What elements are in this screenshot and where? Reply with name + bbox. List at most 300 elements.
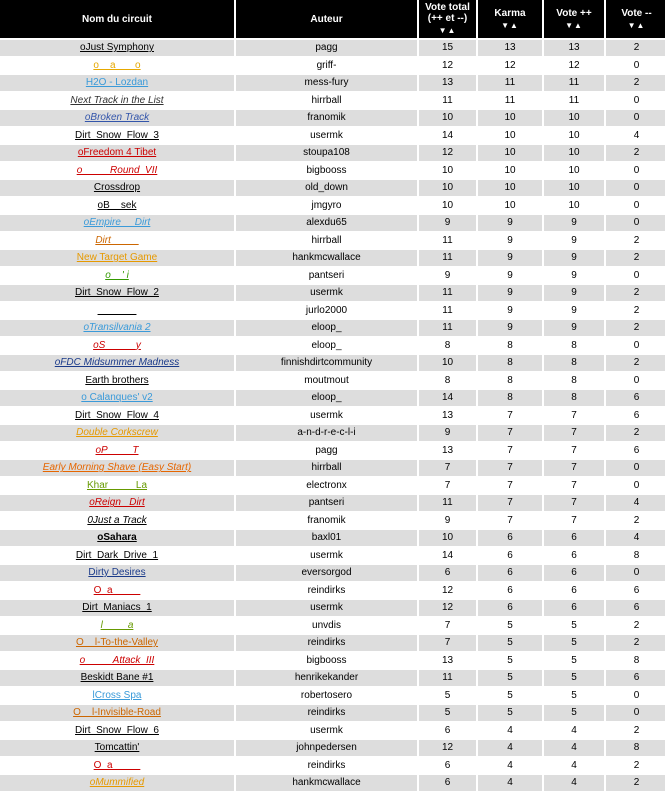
author-cell: eloop_ bbox=[236, 338, 417, 354]
vote-plus-cell: 4 bbox=[544, 758, 604, 774]
vote-plus-cell: 7 bbox=[544, 495, 604, 511]
circuit-name-link[interactable]: oReign Dirt bbox=[89, 497, 145, 509]
vote-plus-cell: 4 bbox=[544, 740, 604, 756]
author-cell: reindirks bbox=[236, 758, 417, 774]
circuit-name-link[interactable]: oMummified bbox=[89, 777, 145, 789]
total-votes-cell: 12 bbox=[419, 58, 476, 74]
total-votes-cell: 7 bbox=[419, 635, 476, 651]
total-votes-cell: 11 bbox=[419, 495, 476, 511]
circuit-name-cell bbox=[0, 75, 234, 91]
author-cell: hankmcwallace bbox=[236, 775, 417, 791]
vote-minus-cell: 2 bbox=[606, 285, 665, 301]
author-cell: eloop_ bbox=[236, 390, 417, 406]
circuit-name-cell bbox=[0, 723, 234, 739]
vote-minus-cell: 4 bbox=[606, 128, 665, 144]
table-header-row bbox=[0, 0, 665, 38]
author-cell: henrikekander bbox=[236, 670, 417, 686]
table-row bbox=[0, 635, 665, 651]
total-votes-cell: 11 bbox=[419, 320, 476, 336]
karma-cell: 5 bbox=[478, 670, 542, 686]
karma-cell: 6 bbox=[478, 583, 542, 599]
total-votes-cell: 11 bbox=[419, 303, 476, 319]
circuit-name-link[interactable]: oTransilvania 2 bbox=[83, 322, 151, 334]
karma-cell: 8 bbox=[478, 373, 542, 389]
total-votes-cell: 7 bbox=[419, 478, 476, 494]
karma-cell: 7 bbox=[478, 478, 542, 494]
vote-plus-cell: 4 bbox=[544, 775, 604, 791]
circuit-name-cell bbox=[0, 110, 234, 126]
circuit-name-cell bbox=[0, 670, 234, 686]
total-votes-cell: 10 bbox=[419, 355, 476, 371]
karma-cell: 8 bbox=[478, 338, 542, 354]
circuit-name-cell bbox=[0, 688, 234, 704]
karma-cell: 5 bbox=[478, 705, 542, 721]
vote-minus-cell: 6 bbox=[606, 443, 665, 459]
karma-cell: 10 bbox=[478, 128, 542, 144]
author-cell: eversorgod bbox=[236, 565, 417, 581]
vote-minus-cell: 0 bbox=[606, 163, 665, 179]
circuit-name-link[interactable]: O l-Invisible-Road bbox=[73, 707, 161, 719]
circuit-name-cell bbox=[0, 653, 234, 669]
circuit-name-link[interactable]: Earth brothers bbox=[85, 374, 149, 386]
circuit-name-link[interactable]: Early Morning Shave (Easy Start) bbox=[42, 462, 192, 474]
author-cell: usermk bbox=[236, 548, 417, 564]
vote-plus-cell: 7 bbox=[544, 478, 604, 494]
vote-plus-cell: 6 bbox=[544, 583, 604, 599]
circuit-name-link[interactable]: O a bbox=[93, 584, 141, 596]
author-cell: reindirks bbox=[236, 705, 417, 721]
karma-cell: 6 bbox=[478, 565, 542, 581]
karma-cell: 9 bbox=[478, 215, 542, 231]
circuit-name-link[interactable]: oP T bbox=[95, 444, 139, 456]
table-row bbox=[0, 478, 665, 494]
author-cell: hirrball bbox=[236, 93, 417, 109]
vote-minus-cell: 2 bbox=[606, 320, 665, 336]
circuit-name-link[interactable]: Dirt Dark Drive 1 bbox=[75, 549, 159, 561]
circuit-name-cell bbox=[0, 635, 234, 651]
total-votes-cell: 15 bbox=[419, 40, 476, 56]
circuit-name-link[interactable]: oFreedom 4 Tibet bbox=[77, 147, 157, 159]
vote-minus-cell: 8 bbox=[606, 653, 665, 669]
table-row bbox=[0, 460, 665, 476]
header-minus-label: Vote -- bbox=[621, 7, 652, 19]
total-votes-cell: 10 bbox=[419, 110, 476, 126]
vote-plus-cell: 9 bbox=[544, 320, 604, 336]
circuit-name-cell bbox=[0, 775, 234, 791]
author-cell: finnishdirtcommunity bbox=[236, 355, 417, 371]
total-votes-cell: 11 bbox=[419, 250, 476, 266]
author-cell: unvdis bbox=[236, 618, 417, 634]
karma-cell: 7 bbox=[478, 443, 542, 459]
vote-minus-cell: 0 bbox=[606, 460, 665, 476]
vote-minus-cell: 4 bbox=[606, 495, 665, 511]
circuit-name-link[interactable]: l a bbox=[100, 619, 134, 631]
circuit-name-link[interactable]: oB sek bbox=[97, 199, 137, 211]
author-cell: reindirks bbox=[236, 635, 417, 651]
author-cell: mess-fury bbox=[236, 75, 417, 91]
table-row bbox=[0, 93, 665, 109]
vote-minus-cell: 2 bbox=[606, 775, 665, 791]
circuit-name-link[interactable] bbox=[98, 305, 137, 316]
total-votes-cell: 7 bbox=[419, 618, 476, 634]
karma-cell: 11 bbox=[478, 75, 542, 91]
vote-minus-cell: 6 bbox=[606, 390, 665, 406]
vote-minus-cell: 2 bbox=[606, 635, 665, 651]
author-cell: bigbooss bbox=[236, 653, 417, 669]
total-votes-cell: 13 bbox=[419, 443, 476, 459]
circuit-name-cell bbox=[0, 705, 234, 721]
circuit-name-cell bbox=[0, 198, 234, 214]
table-row bbox=[0, 740, 665, 756]
vote-minus-cell: 2 bbox=[606, 75, 665, 91]
table-row bbox=[0, 390, 665, 406]
author-cell: old_down bbox=[236, 180, 417, 196]
vote-plus-cell: 7 bbox=[544, 460, 604, 476]
circuit-name-cell bbox=[0, 548, 234, 564]
circuit-name-cell bbox=[0, 58, 234, 74]
total-votes-cell: 11 bbox=[419, 233, 476, 249]
vote-minus-cell: 2 bbox=[606, 425, 665, 441]
karma-cell: 10 bbox=[478, 180, 542, 196]
vote-minus-cell: 6 bbox=[606, 600, 665, 616]
header-plus-label: Vote ++ bbox=[556, 7, 592, 19]
author-cell: bigbooss bbox=[236, 163, 417, 179]
vote-plus-cell: 5 bbox=[544, 670, 604, 686]
circuit-name-link[interactable]: Dirt Snow Flow 6 bbox=[75, 724, 159, 736]
circuit-name-link[interactable]: o Calanques' v2 bbox=[81, 392, 153, 404]
circuit-name-cell bbox=[0, 40, 234, 56]
total-votes-cell: 6 bbox=[419, 775, 476, 791]
circuit-name-link[interactable]: o Attack III bbox=[79, 654, 155, 666]
vote-plus-cell: 7 bbox=[544, 443, 604, 459]
table-row bbox=[0, 355, 665, 371]
total-votes-cell: 10 bbox=[419, 198, 476, 214]
header-karma-label: Karma bbox=[494, 7, 526, 19]
author-cell: usermk bbox=[236, 285, 417, 301]
total-votes-cell: 14 bbox=[419, 128, 476, 144]
karma-cell: 7 bbox=[478, 513, 542, 529]
vote-plus-cell: 12 bbox=[544, 58, 604, 74]
total-votes-cell: 9 bbox=[419, 268, 476, 284]
circuit-name-cell bbox=[0, 180, 234, 196]
karma-cell: 11 bbox=[478, 93, 542, 109]
table-row bbox=[0, 250, 665, 266]
total-votes-cell: 11 bbox=[419, 670, 476, 686]
total-votes-cell: 12 bbox=[419, 583, 476, 599]
header-total-votes bbox=[419, 0, 476, 38]
author-cell: jurlo2000 bbox=[236, 303, 417, 319]
circuit-name-cell bbox=[0, 513, 234, 529]
circuit-name-link[interactable]: Tomcattin' bbox=[94, 742, 140, 754]
author-cell: reindirks bbox=[236, 583, 417, 599]
circuit-name-link[interactable]: O a bbox=[93, 759, 141, 771]
circuit-name-cell bbox=[0, 443, 234, 459]
author-cell: hirrball bbox=[236, 460, 417, 476]
table-row bbox=[0, 285, 665, 301]
circuit-name-cell bbox=[0, 478, 234, 494]
total-votes-cell: 9 bbox=[419, 513, 476, 529]
karma-cell: 10 bbox=[478, 145, 542, 161]
vote-minus-cell: 2 bbox=[606, 145, 665, 161]
vote-plus-cell: 8 bbox=[544, 355, 604, 371]
vote-minus-cell: 0 bbox=[606, 58, 665, 74]
table-row bbox=[0, 408, 665, 424]
circuit-name-cell bbox=[0, 530, 234, 546]
circuit-name-link[interactable]: Dirt Snow Flow 2 bbox=[75, 287, 159, 299]
circuit-name-link[interactable]: Dirt Maniacs 1 bbox=[82, 602, 152, 614]
table-row bbox=[0, 758, 665, 774]
karma-cell: 6 bbox=[478, 548, 542, 564]
table-row bbox=[0, 338, 665, 354]
circuit-name-cell bbox=[0, 408, 234, 424]
vote-minus-cell: 2 bbox=[606, 355, 665, 371]
circuit-name-link[interactable]: Dirt bbox=[95, 234, 139, 246]
table-row bbox=[0, 268, 665, 284]
vote-minus-cell: 0 bbox=[606, 180, 665, 196]
karma-cell: 5 bbox=[478, 653, 542, 669]
total-votes-cell: 10 bbox=[419, 530, 476, 546]
table-row bbox=[0, 618, 665, 634]
circuit-name-cell bbox=[0, 215, 234, 231]
vote-plus-cell: 8 bbox=[544, 338, 604, 354]
circuit-name-link[interactable]: 0Just a Track bbox=[87, 514, 147, 526]
vote-plus-cell: 9 bbox=[544, 215, 604, 231]
vote-plus-cell: 5 bbox=[544, 618, 604, 634]
vote-minus-cell: 0 bbox=[606, 478, 665, 494]
author-cell: usermk bbox=[236, 600, 417, 616]
circuit-name-cell bbox=[0, 145, 234, 161]
table-row bbox=[0, 215, 665, 231]
total-votes-cell: 6 bbox=[419, 565, 476, 581]
circuit-name-link[interactable]: Dirt Snow Flow 4 bbox=[75, 409, 159, 421]
sort-minus-icon[interactable]: ▼▲ bbox=[627, 20, 646, 30]
karma-cell: 8 bbox=[478, 390, 542, 406]
vote-plus-cell: 5 bbox=[544, 635, 604, 651]
table-row bbox=[0, 565, 665, 581]
circuit-name-cell bbox=[0, 355, 234, 371]
vote-minus-cell: 2 bbox=[606, 250, 665, 266]
table-row bbox=[0, 373, 665, 389]
circuit-name-cell bbox=[0, 740, 234, 756]
circuit-name-link[interactable]: O l-To-the-Valley bbox=[75, 637, 159, 649]
vote-minus-cell: 2 bbox=[606, 618, 665, 634]
vote-plus-cell: 9 bbox=[544, 233, 604, 249]
karma-cell: 7 bbox=[478, 425, 542, 441]
author-cell: pagg bbox=[236, 40, 417, 56]
karma-cell: 4 bbox=[478, 723, 542, 739]
vote-minus-cell: 0 bbox=[606, 565, 665, 581]
header-total-label: Vote total bbox=[425, 2, 470, 13]
total-votes-cell: 13 bbox=[419, 653, 476, 669]
author-cell: pantseri bbox=[236, 268, 417, 284]
vote-minus-cell: 2 bbox=[606, 40, 665, 56]
vote-minus-cell: 0 bbox=[606, 198, 665, 214]
table-row bbox=[0, 688, 665, 704]
circuit-name-cell bbox=[0, 93, 234, 109]
circuit-name-link[interactable]: lCross Spa bbox=[92, 689, 142, 701]
total-votes-cell: 10 bbox=[419, 163, 476, 179]
table-row bbox=[0, 128, 665, 144]
author-cell: franomik bbox=[236, 513, 417, 529]
author-cell: robertosero bbox=[236, 688, 417, 704]
header-karma bbox=[478, 0, 542, 38]
table-row bbox=[0, 513, 665, 529]
sort-plus-icon[interactable]: ▼▲ bbox=[565, 20, 583, 30]
table-row bbox=[0, 670, 665, 686]
table-row bbox=[0, 600, 665, 616]
circuit-name-link[interactable]: oJust Symphony bbox=[80, 42, 154, 54]
circuit-name-link[interactable]: Dirt Snow Flow 3 bbox=[75, 129, 159, 141]
karma-cell: 9 bbox=[478, 250, 542, 266]
karma-cell: 9 bbox=[478, 268, 542, 284]
header-author bbox=[236, 0, 417, 38]
vote-minus-cell: 0 bbox=[606, 705, 665, 721]
circuit-name-link[interactable]: H2O - Lozdan bbox=[85, 77, 149, 89]
circuit-name-cell bbox=[0, 338, 234, 354]
author-cell: pantseri bbox=[236, 495, 417, 511]
author-cell: griff- bbox=[236, 58, 417, 74]
karma-cell: 6 bbox=[478, 530, 542, 546]
table-row bbox=[0, 775, 665, 791]
vote-minus-cell: 6 bbox=[606, 583, 665, 599]
vote-plus-cell: 13 bbox=[544, 40, 604, 56]
circuit-name-cell bbox=[0, 320, 234, 336]
karma-cell: 9 bbox=[478, 285, 542, 301]
circuit-name-cell bbox=[0, 460, 234, 476]
circuit-name-link[interactable]: Double Corkscrew bbox=[76, 427, 158, 439]
table-row bbox=[0, 75, 665, 91]
circuit-name-link[interactable]: Khar La bbox=[86, 479, 148, 491]
vote-plus-cell: 9 bbox=[544, 250, 604, 266]
vote-minus-cell: 0 bbox=[606, 688, 665, 704]
karma-cell: 7 bbox=[478, 460, 542, 476]
karma-cell: 8 bbox=[478, 355, 542, 371]
sort-total-icon[interactable]: ▼▲ bbox=[438, 26, 457, 35]
table-row bbox=[0, 443, 665, 459]
vote-plus-cell: 10 bbox=[544, 163, 604, 179]
vote-plus-cell: 10 bbox=[544, 180, 604, 196]
circuit-name-link[interactable]: oS y bbox=[93, 339, 141, 351]
vote-minus-cell: 8 bbox=[606, 548, 665, 564]
karma-cell: 10 bbox=[478, 163, 542, 179]
total-votes-cell: 6 bbox=[419, 758, 476, 774]
vote-minus-cell: 6 bbox=[606, 670, 665, 686]
vote-plus-cell: 5 bbox=[544, 688, 604, 704]
total-votes-cell: 11 bbox=[419, 285, 476, 301]
header-circuit-name-label: Nom du circuit bbox=[81, 13, 152, 25]
table-row bbox=[0, 425, 665, 441]
header-total-sublabel: (++ et --) bbox=[427, 13, 468, 24]
author-cell: baxl01 bbox=[236, 530, 417, 546]
vote-plus-cell: 7 bbox=[544, 408, 604, 424]
author-cell: pagg bbox=[236, 443, 417, 459]
circuit-name-link[interactable]: o Round VII bbox=[76, 164, 158, 176]
header-vote-minus bbox=[606, 0, 665, 38]
total-votes-cell: 14 bbox=[419, 390, 476, 406]
total-votes-cell: 9 bbox=[419, 215, 476, 231]
vote-plus-cell: 7 bbox=[544, 513, 604, 529]
karma-cell: 10 bbox=[478, 198, 542, 214]
circuit-name-link[interactable]: Next Track in the List bbox=[70, 94, 164, 106]
total-votes-cell: 5 bbox=[419, 688, 476, 704]
karma-cell: 10 bbox=[478, 110, 542, 126]
circuit-name-cell bbox=[0, 583, 234, 599]
author-cell: hirrball bbox=[236, 233, 417, 249]
table-row bbox=[0, 180, 665, 196]
total-votes-cell: 12 bbox=[419, 740, 476, 756]
vote-plus-cell: 9 bbox=[544, 303, 604, 319]
table-row bbox=[0, 163, 665, 179]
karma-cell: 9 bbox=[478, 303, 542, 319]
table-row bbox=[0, 583, 665, 599]
karma-cell: 9 bbox=[478, 320, 542, 336]
table-row bbox=[0, 320, 665, 336]
circuit-name-link[interactable]: Crossdrop bbox=[93, 182, 141, 194]
circuit-name-link[interactable]: New Target Game bbox=[76, 252, 158, 264]
circuit-name-cell bbox=[0, 128, 234, 144]
vote-minus-cell: 0 bbox=[606, 338, 665, 354]
author-cell: hankmcwallace bbox=[236, 250, 417, 266]
author-cell: usermk bbox=[236, 723, 417, 739]
author-cell: electronx bbox=[236, 478, 417, 494]
vote-minus-cell: 0 bbox=[606, 93, 665, 109]
table-row bbox=[0, 495, 665, 511]
circuit-name-link[interactable]: oFDC Midsummer Madness bbox=[54, 357, 180, 369]
circuit-name-link[interactable]: oBroken Track bbox=[84, 112, 150, 124]
circuit-name-cell bbox=[0, 600, 234, 616]
table-row bbox=[0, 705, 665, 721]
circuit-name-link[interactable]: Beskidt Bane #1 bbox=[80, 672, 154, 684]
total-votes-cell: 13 bbox=[419, 408, 476, 424]
circuit-name-cell bbox=[0, 250, 234, 266]
circuit-name-link[interactable]: Dirty Desires bbox=[88, 567, 146, 579]
header-circuit-name bbox=[0, 0, 234, 38]
vote-plus-cell: 8 bbox=[544, 373, 604, 389]
table-row bbox=[0, 723, 665, 739]
total-votes-cell: 12 bbox=[419, 600, 476, 616]
vote-plus-cell: 9 bbox=[544, 285, 604, 301]
circuit-name-link[interactable]: oSahara bbox=[97, 532, 137, 544]
vote-minus-cell: 0 bbox=[606, 268, 665, 284]
table-row bbox=[0, 233, 665, 249]
vote-plus-cell: 10 bbox=[544, 128, 604, 144]
circuit-name-link[interactable]: o a o bbox=[93, 59, 141, 71]
circuit-name-cell bbox=[0, 565, 234, 581]
circuit-name-cell bbox=[0, 425, 234, 441]
circuit-name-link[interactable]: o ' i bbox=[105, 269, 129, 281]
karma-cell: 9 bbox=[478, 233, 542, 249]
vote-plus-cell: 10 bbox=[544, 198, 604, 214]
table-row bbox=[0, 198, 665, 214]
vote-plus-cell: 5 bbox=[544, 705, 604, 721]
author-cell: jmgyro bbox=[236, 198, 417, 214]
author-cell: usermk bbox=[236, 128, 417, 144]
table-row bbox=[0, 145, 665, 161]
table-body bbox=[0, 40, 665, 791]
total-votes-cell: 13 bbox=[419, 75, 476, 91]
vote-plus-cell: 6 bbox=[544, 600, 604, 616]
karma-cell: 4 bbox=[478, 758, 542, 774]
author-cell: a-n-d-r-e-c-l-i bbox=[236, 425, 417, 441]
total-votes-cell: 11 bbox=[419, 93, 476, 109]
sort-karma-icon[interactable]: ▼▲ bbox=[501, 20, 519, 30]
total-votes-cell: 6 bbox=[419, 723, 476, 739]
circuit-name-link[interactable]: oEmpire Dirt bbox=[83, 217, 151, 229]
total-votes-cell: 8 bbox=[419, 373, 476, 389]
vote-minus-cell: 2 bbox=[606, 513, 665, 529]
vote-plus-cell: 4 bbox=[544, 723, 604, 739]
vote-minus-cell: 0 bbox=[606, 215, 665, 231]
